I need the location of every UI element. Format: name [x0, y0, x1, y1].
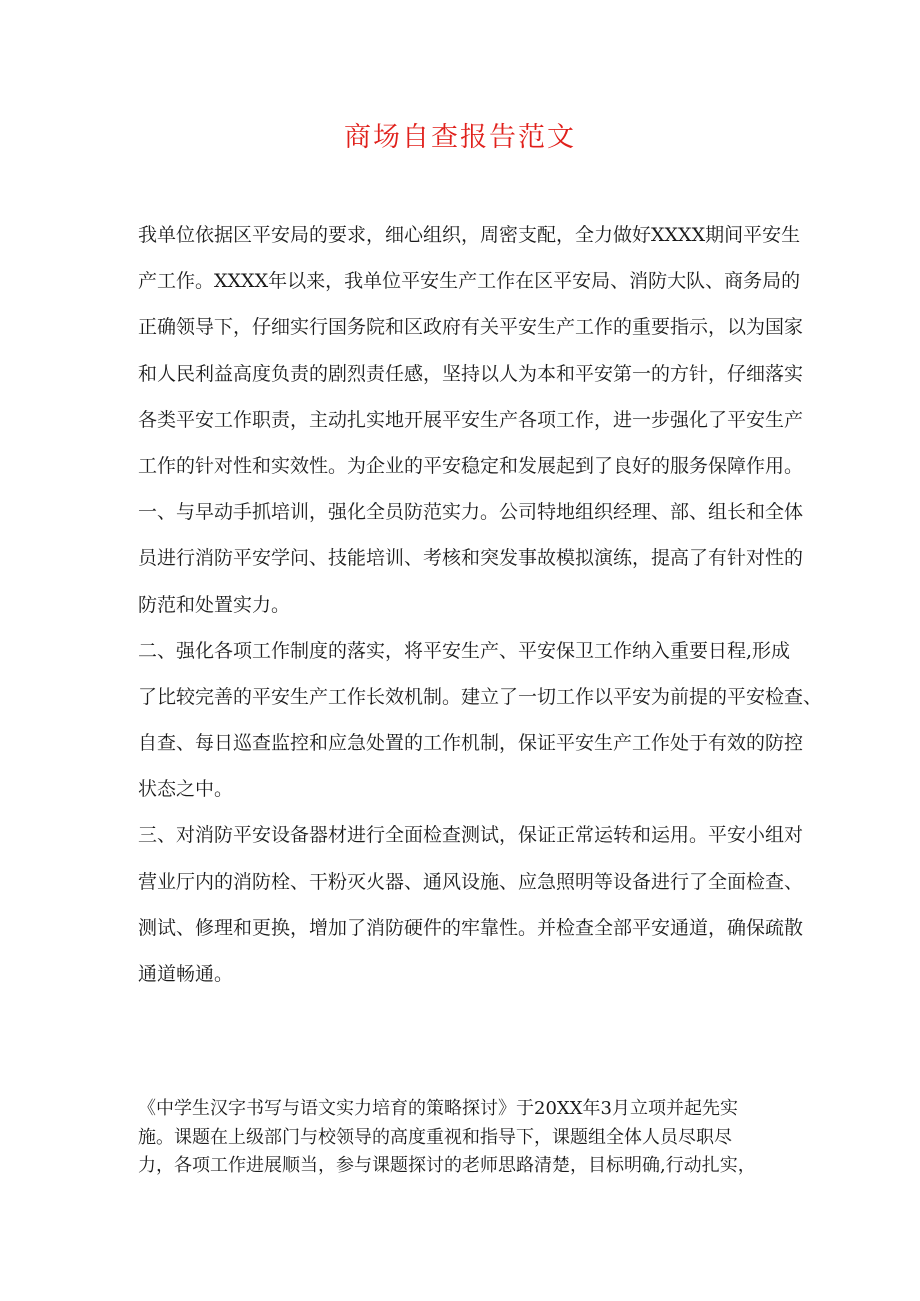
footer-line: 《中学生汉字书写与语文实力培育的策略探讨》于20XX年3月立项并起先实 [138, 1098, 738, 1119]
body-line: 产工作。XXXX年以来，我单位平安生产工作在区平安局、消防大队、商务局的 [138, 270, 801, 293]
body-line: 自查、每日巡查监控和应急处置的工作机制，保证平安生产工作处于有效的防控 [138, 732, 804, 755]
body-line: 我单位依据区平安局的要求，细心组织，周密支配，全力做好XXXX期间平安生 [138, 224, 801, 246]
footer-line: 力，各项工作进展顺当，参与课题探讨的老师思路清楚，目标明确,行动扎实， [138, 1155, 756, 1176]
body-line: 和人民利益高度负责的剧烈责任感，坚持以人为本和平安第一的方针，仔细落实 [138, 362, 804, 385]
body-line: 营业厅内的消防栓、干粉灭火器、通风设施、应急照明等设备进行了全面检查、 [138, 870, 804, 893]
body-line: 测试、修理和更换，增加了消防硬件的牢靠性。并检查全部平安通道，确保疏散 [138, 916, 804, 939]
body-line: 通道畅通。 [138, 963, 234, 985]
document-footer [138, 1095, 798, 1181]
body-line: 工作的针对性和实效性。为企业的平安稳定和发展起到了良好的服务保障作用。 [138, 454, 804, 477]
document-body [138, 212, 823, 997]
body-line: 了比较完善的平安生产工作长效机制。建立了一切工作以平安为前提的平安检查、 [138, 685, 823, 708]
body-line: 各类平安工作职责，主动扎实地开展平安生产各项工作，进一步强化了平安生产 [138, 408, 804, 431]
body-line: 员进行消防平安学问、技能培训、考核和突发事故模拟演练，提高了有针对性的 [138, 547, 804, 570]
body-line: 状态之中。 [138, 778, 234, 801]
body-line: 正确领导下，仔细实行国务院和区政府有关平安生产工作的重要指示，以为国家 [138, 316, 804, 339]
document-title: 商场自查报告范文 [344, 122, 576, 153]
body-line: 二、强化各项工作制度的落实，将平安生产、平安保卫工作纳入重要日程,形成 [138, 639, 791, 662]
footer-line: 施。课题在上级部门与校领导的高度重视和指导下，课题组全体人员尽职尽 [138, 1126, 732, 1148]
body-line: 一、与早动手抓培训，强化全员防范实力。公司特地组织经理、部、组长和全体 [138, 501, 804, 524]
body-line: 三、对消防平安设备器材进行全面检查测试，保证正常运转和运用。平安小组对 [138, 824, 804, 847]
body-line: 防范和处置实力。 [138, 593, 291, 616]
